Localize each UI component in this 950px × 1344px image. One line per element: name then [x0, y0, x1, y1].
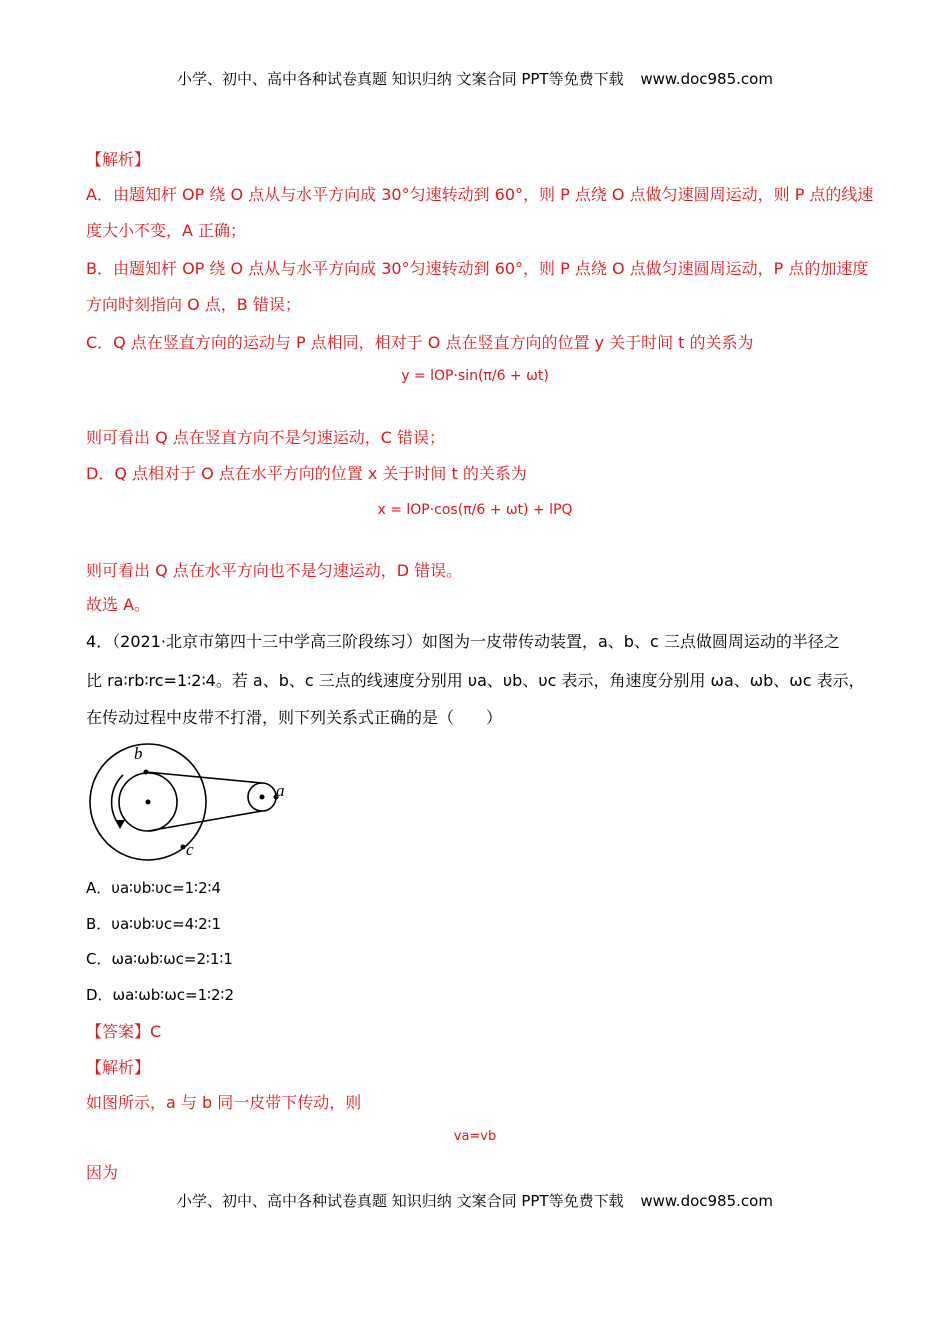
question4-line1: 4．（2021·北京市第四十三中学高三阶段练习）如图为一皮带传动装置，a、b、c 三点做圆周运动的半径之: [86, 632, 840, 651]
belt-drive-figure: [86, 740, 296, 865]
answer-line: 【答案】C: [86, 1022, 162, 1041]
solution-conclusion: 故选 A。: [86, 595, 151, 614]
solution-A-line2: 度大小不变，A 正确；: [86, 221, 247, 240]
analysis-line2: 因为: [86, 1163, 119, 1182]
solution-B-line1: B．由题知杆 OP 绕 O 点从与水平方向成 30°匀速转动到 60°，则 P 点绕 O 点做匀速圆周运动，P 点的加速度: [86, 259, 869, 278]
question4-line2: 比 ra∶rb∶rc=1∶2∶4。若 a、b、c 三点的线速度分别用 υa、υb、υc 表示，角速度分别用 ωa、ωb、ωc 表示，: [86, 671, 865, 690]
header-title: 小学、初中、高中各种试卷真题 知识归纳 文案合同 PPT等免费下载: [177, 70, 624, 88]
solution-C-line2: 则可看出 Q 点在竖直方向不是匀速运动，C 错误；: [86, 428, 446, 447]
page-header: [0, 68, 950, 89]
page-footer: [0, 1190, 950, 1211]
footer-title: 小学、初中、高中各种试卷真题 知识归纳 文案合同 PPT等免费下载: [177, 1192, 624, 1210]
analysis-line1: 如图所示，a 与 b 同一皮带下传动，则: [86, 1093, 362, 1112]
formula-y-text: y = lOP·sin(π/6 + ωt): [401, 368, 549, 384]
solution-D-line1: D．Q 点相对于 O 点在水平方向的位置 x 关于时间 t 的关系为: [86, 464, 527, 483]
formula-v: va=vb: [453, 1129, 497, 1144]
footer-url[interactable]: www.doc985.com: [640, 1192, 773, 1210]
point-c-dot: [181, 845, 186, 850]
label-b: b: [134, 744, 143, 763]
option-C[interactable]: C．ωa∶ωb∶ωc=2∶1∶1: [86, 950, 233, 968]
label-c: c: [186, 840, 194, 859]
solution-C-line1: C．Q 点在竖直方向的运动与 P 点相同，相对于 O 点在竖直方向的位置 y 关于时间 t 的关系为: [86, 333, 754, 352]
formula-x: [0, 502, 950, 518]
question4-line3: 在传动过程中皮带不打滑，则下列关系式正确的是（ ）: [86, 708, 503, 727]
solution-B-line2: 方向时刻指向 O 点，B 错误；: [86, 295, 301, 314]
analysis-heading: 【解析】: [86, 1058, 151, 1077]
header-url[interactable]: www.doc985.com: [640, 70, 773, 88]
formula-x-text: x = lOP·cos(π/6 + ωt) + lPQ: [377, 502, 573, 518]
option-D[interactable]: D．ωa∶ωb∶ωc=1∶2∶2: [86, 986, 235, 1004]
solution-heading: 【解析】: [86, 150, 151, 169]
option-A[interactable]: A．υa∶υb∶υc=1∶2∶4: [86, 879, 222, 897]
option-B[interactable]: B．υa∶υb∶υc=4∶2∶1: [86, 915, 222, 933]
center-big-dot: [146, 800, 151, 805]
center-small-dot: [260, 795, 265, 800]
solution-A-line1: A．由题知杆 OP 绕 O 点从与水平方向成 30°匀速转动到 60°，则 P 点绕 O 点做匀速圆周运动，则 P 点的线速: [86, 185, 874, 204]
label-a: a: [276, 781, 285, 800]
solution-D-line2: 则可看出 Q 点在水平方向也不是匀速运动，D 错误。: [86, 561, 463, 580]
formula-y: [0, 368, 950, 384]
point-b-dot: [144, 770, 149, 775]
rotation-arrow: [112, 775, 123, 826]
rotation-arrow-head: [115, 820, 125, 829]
